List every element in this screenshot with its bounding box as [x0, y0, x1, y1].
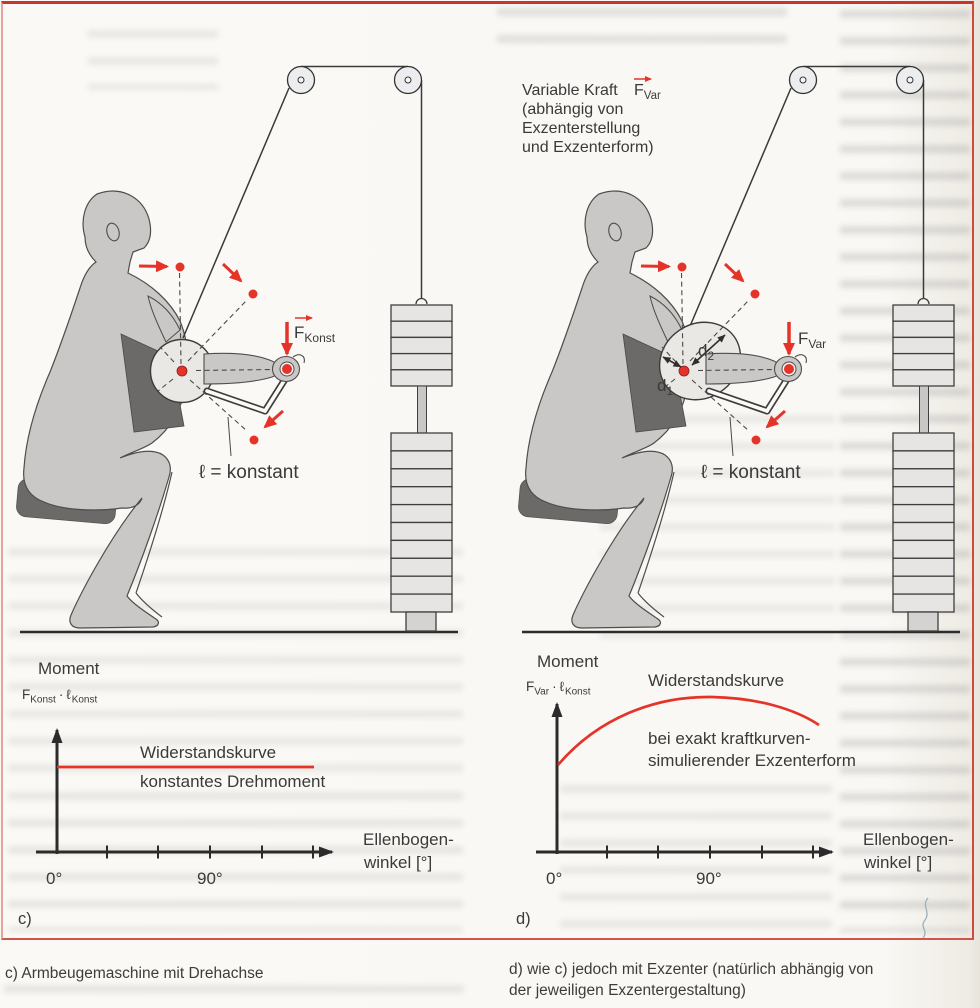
- y-axis-formula: $F_{Konst}$ · ℓ$_{Konst}$: [22, 687, 98, 706]
- x-tick-label: 90°: [696, 869, 722, 888]
- svg-text:Exzenterstellung: Exzenterstellung: [522, 120, 641, 137]
- curve-label: simulierender Exzenterform: [648, 751, 856, 770]
- curve-label: Widerstandskurve: [648, 671, 785, 690]
- svg-text:und Exzenterform): und Exzenterform): [522, 139, 654, 156]
- showthrough-text-ghost: [4, 985, 464, 1005]
- lever-constant-label: ℓ = konstant: [199, 462, 299, 483]
- panel-letter-c: c): [18, 910, 32, 928]
- dim-d1-label: $d_1$: [657, 376, 674, 398]
- lever-constant-label: ℓ = konstant: [701, 462, 801, 483]
- svg-text:FVar: $F_{Var}$: [634, 82, 661, 102]
- pen-squiggle: [923, 898, 928, 938]
- variable-force-note: [522, 79, 661, 156]
- x-tick-label: 0°: [46, 869, 63, 888]
- y-axis-title: Moment: [537, 652, 599, 671]
- curve-label: bei exakt kraftkurven-: [648, 729, 811, 748]
- caption-panel-c: c) Armbeugemaschine mit Drehachse: [5, 965, 264, 982]
- force-label-fvar: $F_{Var}$: [798, 329, 827, 351]
- panel-letter-d: d): [516, 910, 531, 928]
- x-axis-title: winkel [°]: [364, 853, 433, 872]
- resistance-graph-d: [526, 652, 954, 888]
- svg-text:Variable Kraft: Variable Kraft: [522, 82, 618, 99]
- svg-text:(abhängig von: (abhängig von: [522, 101, 624, 118]
- y-axis-title: Moment: [38, 659, 100, 678]
- caption-panel-d: d) wie c) jedoch mit Exzenter (natürlich abhängig von der jeweiligen Exzentergestaltung): [509, 961, 874, 999]
- resistance-graph-c: [22, 659, 454, 888]
- x-axis-title: Ellenbogen-: [363, 830, 454, 849]
- x-axis-title: Ellenbogen-: [863, 830, 954, 849]
- x-tick-label: 0°: [546, 869, 563, 888]
- force-label-fkonst: $F_{Konst}$: [294, 323, 336, 345]
- curve-label: konstantes Drehmoment: [140, 772, 326, 791]
- panel-c-diagram: [16, 67, 458, 633]
- dim-d2-label: $d_2$: [698, 341, 715, 363]
- x-axis-title: winkel [°]: [864, 853, 933, 872]
- curve-label: Widerstandskurve: [140, 743, 277, 762]
- x-tick-label: 90°: [197, 869, 223, 888]
- y-axis-formula: $F_{Var}$ · ℓ$_{Konst}$: [526, 679, 591, 698]
